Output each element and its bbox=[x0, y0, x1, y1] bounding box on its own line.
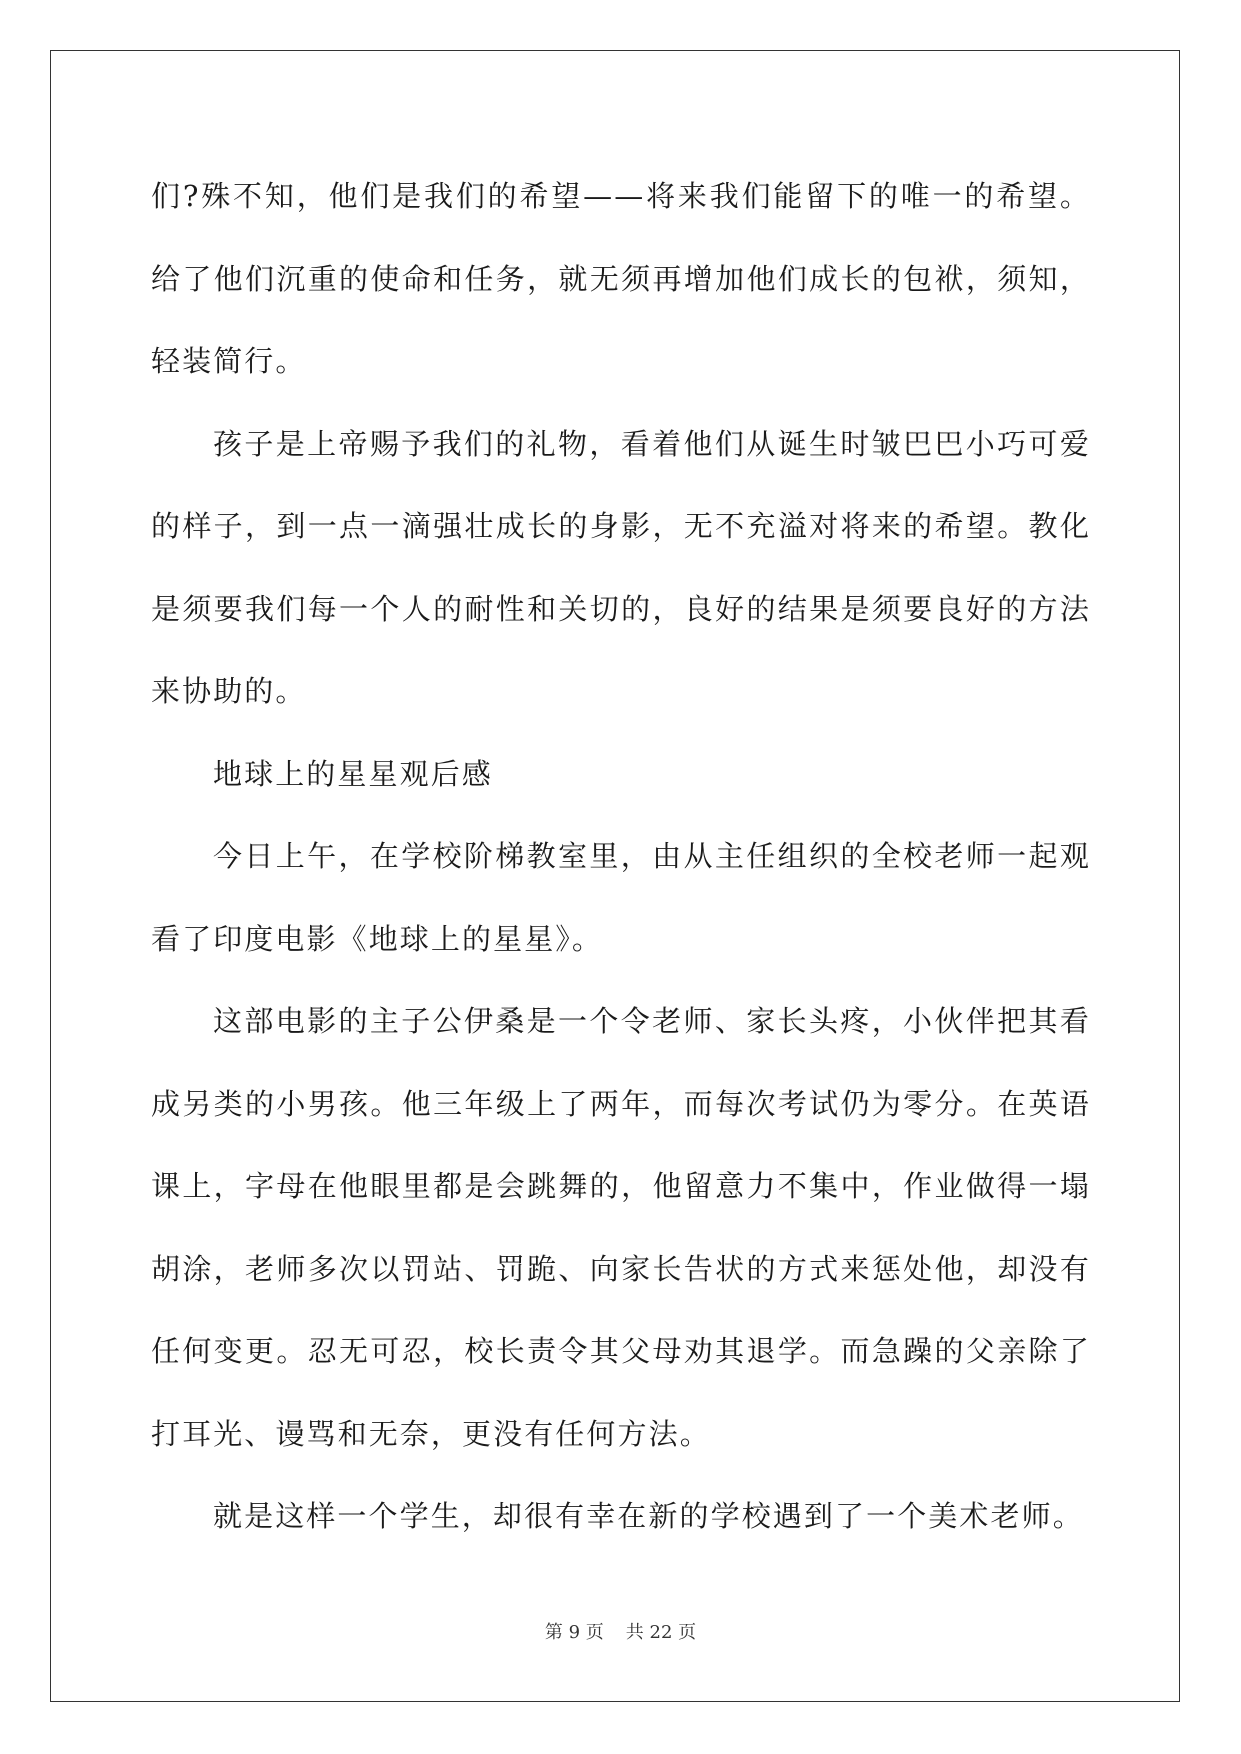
page-number-total: 共 22 页 bbox=[625, 1622, 697, 1643]
paragraph-2: 孩子是上帝赐予我们的礼物，看着他们从诞生时皱巴巴小巧可爱的样子，到一点一滴强壮成长的身影，无不充溢对将来的希望。教化是须要我们每一个人的耐性和关切的，良好的结果是须要良好的方法来协助的。 bbox=[151, 426, 1091, 708]
document-body bbox=[151, 155, 1091, 1558]
paragraph-5: 就是这样一个学生，却很有幸在新的学校遇到了一个美术老师。 bbox=[213, 1499, 1084, 1533]
page-footer bbox=[0, 1618, 1241, 1644]
paragraph-3: 今日上午，在学校阶梯教室里，由从主任组织的全校老师一起观看了印度电影《地球上的星星》。 bbox=[151, 839, 1091, 956]
paragraph-4: 这部电影的主子公伊桑是一个令老师、家长头疼，小伙伴把其看成另类的小男孩。他三年级上了两年，而每次考试仍为零分。在英语课上，字母在他眼里都是会跳舞的，他留意力不集中，作业做得一塌胡涂，老师多次以罚站、罚跪、向家长告状的方式来惩处他，却没有任何变更。忍无可忍，校长责令其父母劝其退学。而急躁的父亲除了打耳光、谩骂和无奈，更没有任何方法。 bbox=[151, 1004, 1091, 1451]
paragraph-1: 们?殊不知，他们是我们的希望——将来我们能留下的唯一的希望。给了他们沉重的使命和任务，就无须再增加他们成长的包袱，须知，轻装简行。 bbox=[151, 179, 1091, 378]
section-title: 地球上的星星观后感 bbox=[213, 756, 493, 791]
page-number-current: 第 9 页 bbox=[544, 1622, 604, 1643]
